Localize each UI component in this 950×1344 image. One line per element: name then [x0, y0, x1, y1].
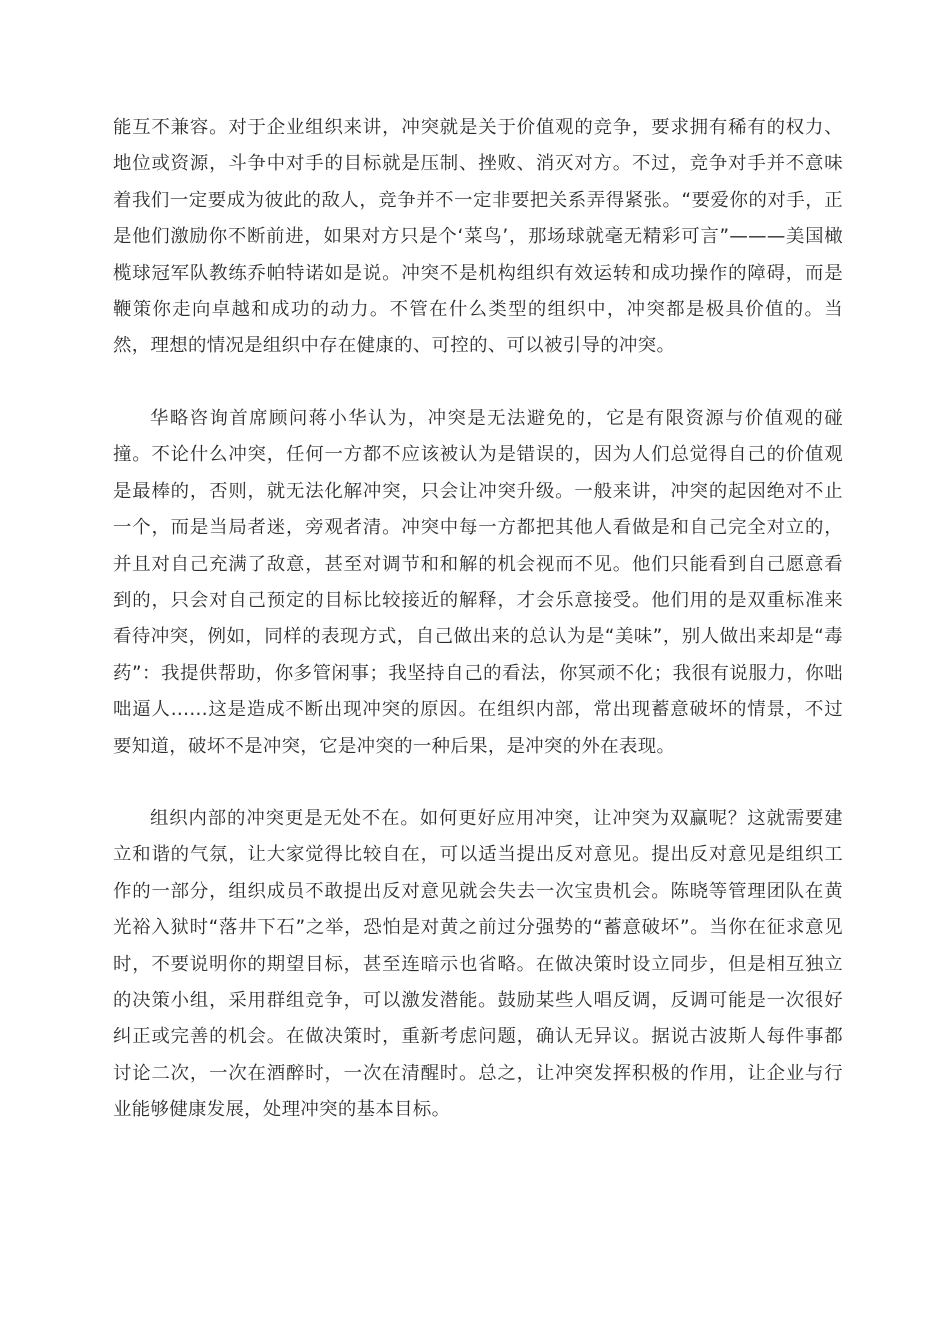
paragraph-1: 能互不兼容。对于企业组织来讲，冲突就是关于价值观的竞争，要求拥有稀有的权力、地位或资源，斗争中对手的目标就是压制、挫败、消灭对方。不过，竞争对手并不意味着我们一定要成为彼此的敌人，竞争并不一定非要把关系弄得紧张。“要爱你的对手，正是他们激励你不断前进，如果对方只是个‘菜鸟’，那场球就毫无精彩可言”———美国橄榄球冠军队教练乔帕特诺如是说。冲突不是机构组织有效运转和成功操作的障碍，而是鞭策你走向卓越和成功的动力。不管在什么类型的组织中，冲突都是极具价值的。当然，理想的情况是组织中存在健康的、可控的、可以被引导的冲突。: [113, 117, 843, 357]
paragraph-2: 华略咨询首席顾问蒋小华认为，冲突是无法避免的，它是有限资源与价值观的碰撞。不论什么冲突，任何一方都不应该被认为是错误的，因为人们总觉得自己的价值观是最棒的，否则，就无法化解冲突，只会让冲突升级。一般来讲，冲突的起因绝对不止一个，而是当局者迷，旁观者清。冲突中每一方都把其他人看做是和自己完全对立的，并且对自己充满了敌意，甚至对调节和和解的机会视而不见。他们只能看到自己愿意看到的，只会对自己预定的目标比较接近的解释，才会乐意接受。他们用的是双重标准来看待冲突，例如，同样的表现方式，自己做出来的总认为是“美味”，别人做出来却是“毒药”：我提供帮助，你多管闲事；我坚持自己的看法，你冥顽不化；我很有说服力，你咄咄逼人......这是造成不断出现冲突的原因。在组织内部，常出现蓄意破坏的情景，不过要知道，破坏不是冲突，它是冲突的一种后果，是冲突的外在表现。: [113, 408, 843, 757]
paragraph-3: 组织内部的冲突更是无处不在。如何更好应用冲突，让冲突为双赢呢？这就需要建立和谐的气氛，让大家觉得比较自在，可以适当提出反对意见。提出反对意见是组织工作的一部分，组织成员不敢提出反对意见就会失去一次宝贵机会。陈晓等管理团队在黄光裕入狱时“落井下石”之举，恐怕是对黄之前过分强势的“蓄意破坏”。当你在征求意见时，不要说明你的期望目标，甚至连暗示也省略。在做决策时设立同步，但是相互独立的决策小组，采用群组竞争，可以激发潜能。鼓励某些人唱反调，反调可能是一次很好纠正或完善的机会。在做决策时，重新考虑问题，确认无异议。据说古波斯人每件事都讨论二次，一次在酒醉时，一次在清醒时。总之，让冲突发挥积极的作用，让企业与行业能够健康发展，处理冲突的基本目标。: [113, 808, 843, 1121]
